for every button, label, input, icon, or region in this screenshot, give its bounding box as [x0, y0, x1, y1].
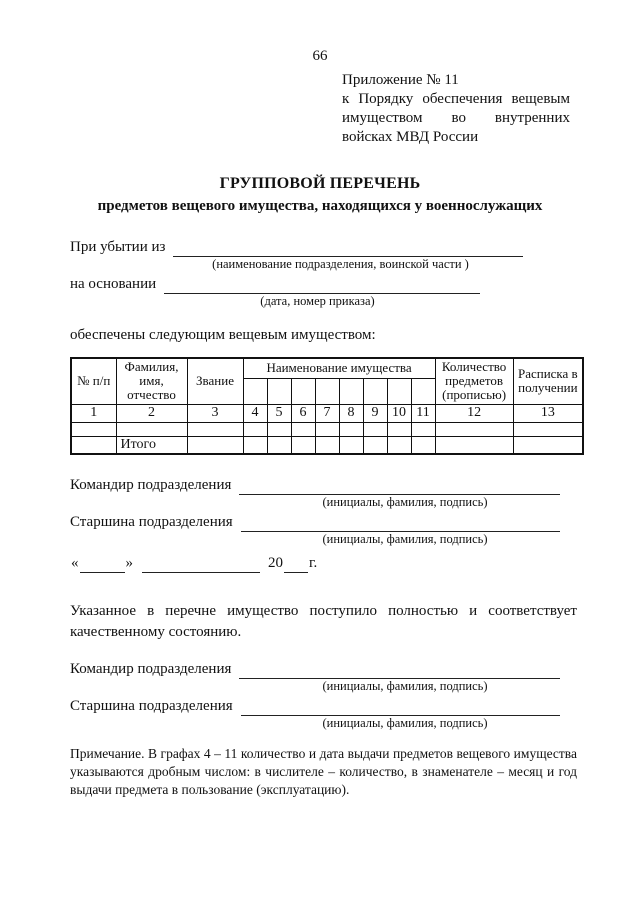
- empty-cell: [411, 422, 435, 436]
- column-number: 4: [243, 404, 267, 422]
- col-header-items-group: Наименование имущества: [243, 358, 435, 378]
- document-subtitle: предметов вещевого имущества, находящихся у военнослужащих: [97, 198, 543, 214]
- column-number: 2: [116, 404, 187, 422]
- departure-fill-line: [173, 239, 523, 257]
- column-number: 8: [339, 404, 363, 422]
- col-header-rank: Звание: [187, 358, 243, 404]
- close-quote: »: [125, 554, 133, 571]
- basis-caption: (дата, номер приказа): [260, 294, 375, 308]
- empty-cell: [267, 422, 291, 436]
- column-number: 1: [71, 404, 116, 422]
- sergeant-caption: (инициалы, фамилия, подпись): [322, 531, 488, 546]
- commander-fill-line-2: [239, 661, 560, 679]
- column-number: 10: [387, 404, 411, 422]
- column-number: 11: [411, 404, 435, 422]
- year-suffix: г.: [309, 554, 318, 571]
- year-prefix: 20: [268, 554, 283, 571]
- departure-caption: (наименование подразделения, воинской части ): [212, 257, 469, 271]
- basis-row: [70, 274, 577, 294]
- day-fill-line: [80, 557, 125, 573]
- total-row: [71, 436, 583, 454]
- empty-cell: [363, 422, 387, 436]
- col-header-name: Фамилия, имя, отчество: [116, 358, 187, 404]
- year-fill-line: [284, 557, 308, 573]
- signature-block-2: [70, 659, 577, 730]
- col-header-num: № п/п: [71, 358, 116, 404]
- commander-caption-2: (инициалы, фамилия, подпись): [322, 678, 488, 693]
- empty-cell: [363, 436, 387, 454]
- appendix-line: имуществом во внутренних: [342, 110, 570, 126]
- sergeant-row: [70, 512, 577, 532]
- item-subcell: [267, 378, 291, 404]
- empty-cell: [387, 422, 411, 436]
- commander-row-2: [70, 659, 577, 679]
- item-subcell: [387, 378, 411, 404]
- provided-line: обеспечены следующим вещевым имуществом:: [70, 327, 376, 343]
- empty-cell: [315, 436, 339, 454]
- item-subcell: [363, 378, 387, 404]
- empty-cell: [116, 422, 187, 436]
- appendix-block: [342, 71, 570, 147]
- empty-cell: [513, 422, 583, 436]
- signature-block-1: [70, 475, 577, 573]
- items-table: [70, 357, 584, 455]
- empty-cell: [243, 422, 267, 436]
- empty-cell: [71, 422, 116, 436]
- empty-cell: [243, 436, 267, 454]
- sergeant-label: Старшина подразделения: [70, 513, 233, 530]
- departure-row: [70, 237, 577, 257]
- basis-fill-line: [164, 276, 480, 294]
- column-number: 5: [267, 404, 291, 422]
- column-number: 7: [315, 404, 339, 422]
- commander-row: [70, 475, 577, 495]
- month-fill-line: [142, 557, 260, 573]
- sergeant-label-2: Старшина подразделения: [70, 697, 233, 714]
- item-subcell: [411, 378, 435, 404]
- footnote: Примечание. В графах 4 – 11 количество и дата выдачи предметов вещевого имущества указываются дробным числом: в числителе – количество, в знаменателе – месяц и год выдачи предмета в пользование (эксплуатацию).: [70, 745, 577, 797]
- total-label: Итого: [116, 436, 187, 454]
- item-subcell: [291, 378, 315, 404]
- commander-caption: (инициалы, фамилия, подпись): [322, 494, 488, 509]
- statement-paragraph: Указанное в перечне имущество поступило полностью и соответствует качественному состоянию.: [70, 602, 577, 640]
- column-numbers-row: [71, 404, 583, 422]
- commander-fill-line: [239, 477, 560, 495]
- sergeant-row-2: [70, 696, 577, 716]
- sergeant-caption-2: (инициалы, фамилия, подпись): [322, 715, 488, 730]
- column-number: 9: [363, 404, 387, 422]
- empty-cell: [267, 436, 291, 454]
- appendix-line: войсках МВД России: [342, 129, 479, 145]
- column-number: 13: [513, 404, 583, 422]
- item-subcell: [243, 378, 267, 404]
- empty-cell: [339, 436, 363, 454]
- empty-cell: [435, 422, 513, 436]
- appendix-line: Приложение № 11: [342, 72, 459, 88]
- empty-cell: [435, 436, 513, 454]
- title-block: [0, 175, 640, 215]
- item-subcell: [315, 378, 339, 404]
- empty-cell: [291, 422, 315, 436]
- appendix-line: к Порядку обеспечения вещевым: [342, 91, 570, 107]
- empty-cell: [339, 422, 363, 436]
- commander-label: Командир подразделения: [70, 476, 232, 493]
- empty-cell: [387, 436, 411, 454]
- empty-cell: [187, 436, 243, 454]
- empty-cell: [411, 436, 435, 454]
- sergeant-fill-line: [241, 514, 560, 532]
- sergeant-fill-line-2: [241, 698, 560, 716]
- col-header-quantity: Количество предметов (прописью): [435, 358, 513, 404]
- item-subcell: [339, 378, 363, 404]
- column-number: 3: [187, 404, 243, 422]
- empty-cell: [71, 436, 116, 454]
- empty-cell: [315, 422, 339, 436]
- date-row: [70, 553, 577, 573]
- column-number: 12: [435, 404, 513, 422]
- form-content: [70, 237, 577, 799]
- departure-label: При убытии из: [70, 239, 166, 255]
- open-quote: «: [71, 554, 79, 571]
- page-number: 66: [312, 48, 328, 64]
- basis-label: на основании: [70, 276, 157, 292]
- commander-label-2: Командир подразделения: [70, 660, 232, 677]
- col-header-receipt: Расписка в получении: [513, 358, 583, 404]
- empty-cell: [291, 436, 315, 454]
- empty-data-row: [71, 422, 583, 436]
- document-title: ГРУППОВОЙ ПЕРЕЧЕНЬ: [219, 175, 421, 192]
- empty-cell: [513, 436, 583, 454]
- table-header-row: [71, 358, 583, 378]
- empty-cell: [187, 422, 243, 436]
- column-number: 6: [291, 404, 315, 422]
